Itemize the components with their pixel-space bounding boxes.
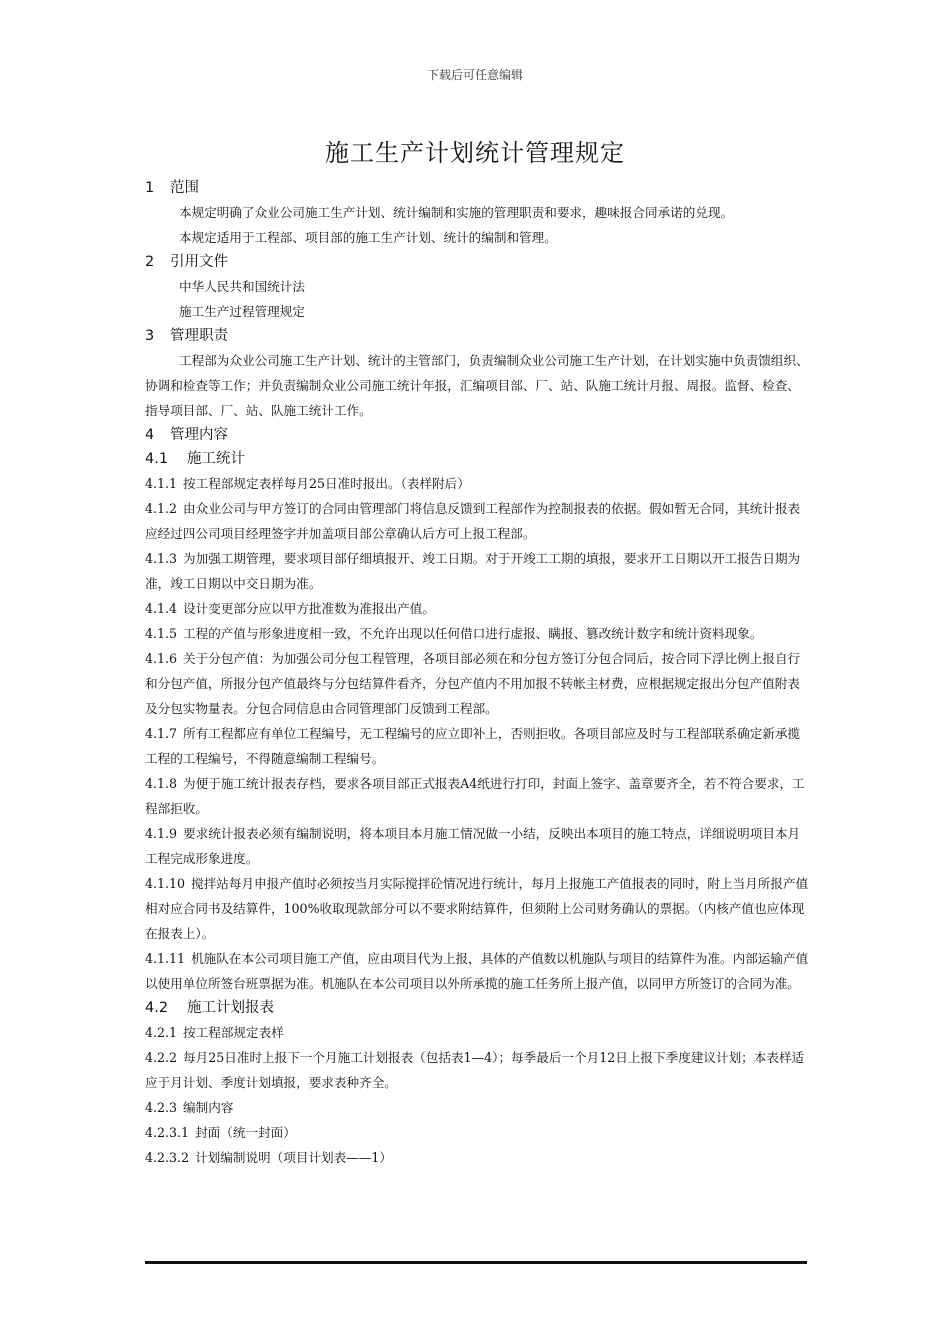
clause-number: 4.1.1: [145, 476, 178, 491]
clause-text: 设计变更部分应以甲方批准数为准报出产值。: [183, 601, 435, 616]
clause-number: 4.2.3.2: [145, 1150, 190, 1165]
section-heading: [145, 176, 810, 200]
clause-number: 4.2.2: [145, 1050, 178, 1065]
clause: [145, 496, 810, 546]
subsection-number: 4.2: [145, 1000, 169, 1016]
clause: [145, 771, 810, 821]
clause-list-4-2: [145, 1020, 810, 1170]
clause-number: 4.1.10: [145, 876, 186, 891]
clause-number: 4.1.6: [145, 651, 178, 666]
clause-text: 为加强工期管理，要求项目部仔细填报开、竣工日期。对于开竣工工期的填报，要求开工日期以开工报告日期为准，竣工日期以中交日期为准。: [145, 551, 801, 591]
section-title: 引用文件: [170, 254, 228, 270]
paragraph: 本规定适用于工程部、项目部的施工生产计划、统计的编制和管理。: [179, 230, 557, 245]
section-number: 3: [145, 328, 155, 344]
clause-text: 编制内容: [183, 1100, 234, 1115]
subsection-title: 施工统计: [187, 451, 245, 467]
clause-text: 要求统计报表必须有编制说明，将本项目本月施工情况做一小结，反映出本项目的施工特点，详细说明项目本月工程完成形象进度。: [145, 826, 801, 866]
section-title: 范围: [170, 180, 199, 196]
section-title: 管理内容: [170, 427, 228, 443]
clause-number: 4.1.2: [145, 501, 178, 516]
clause-text: 由众业公司与甲方签订的合同由管理部门将信息反馈到工程部作为控制报表的依据。假如暂无合同，其统计报表应经过四公司项目经理签字并加盖项目部公章确认后方可上报工程部。: [145, 501, 801, 541]
clause: [145, 946, 810, 996]
clause-number: 4.1.8: [145, 776, 178, 791]
reference-item: 施工生产过程管理规定: [179, 304, 305, 319]
clause-number: 4.1.5: [145, 626, 178, 641]
section-heading: [145, 423, 810, 447]
clause-number: 4.1.3: [145, 551, 178, 566]
document-body: [145, 176, 810, 1170]
header-note: 下载后可任意编辑: [426, 68, 523, 82]
clause: [145, 596, 810, 621]
clause: [145, 646, 810, 721]
clause-number: 4.2.3: [145, 1100, 178, 1115]
clause-text: 为便于施工统计报表存档，要求各项目部正式报表A4纸进行打印，封面上签字、盖章要齐全，若不符合要求，工程部拒收。: [145, 776, 805, 816]
clause-number: 4.2.3.1: [145, 1125, 190, 1140]
clause: [145, 721, 810, 771]
section-title: 管理职责: [170, 328, 228, 344]
clause: [145, 621, 810, 646]
clause-number: 4.1.4: [145, 601, 178, 616]
clause-text: 机施队在本公司项目施工产值，应由项目代为上报，具体的产值数以机施队与项目的结算件为准。内部运输产值以使用单位所签台班票据为准。机施队在本公司项目以外所承揽的施工任务所上报产值，以同甲方所签订的合同为准。: [145, 951, 809, 991]
section-number: 1: [145, 180, 155, 196]
clause: [145, 871, 810, 946]
clause-text: 关于分包产值：为加强公司分包工程管理，各项目部必须在和分包方签订分包合同后，按合同下浮比例上报自行和分包产值，所报分包产值最终与分包结算件看齐，分包产值内不用加报不转帐主材费，应根据规定报出分包产值附表及分包实物量表。分包合同信息由合同管理部门反馈到工程部。: [145, 651, 801, 716]
reference-item: 中华人民共和国统计法: [179, 279, 305, 294]
clause: [145, 1045, 810, 1095]
clause: [145, 1120, 810, 1145]
clause-text: 每月25日准时上报下一个月施工计划报表（包括表1—4）；每季最后一个月12日上报下季度建议计划；本表样适应于月计划、季度计划填报，要求表种齐全。: [145, 1050, 805, 1090]
clause-text: 搅拌站每月申报产值时必须按当月实际搅拌砼情况进行统计，每月上报施工产值报表的同时，附上当月所报产值相对应合同书及结算件，100%收取现款部分可以不要求附结算件，但须附上公司财务确认的票据。（内核产值也应体现在报表上）。: [145, 876, 809, 941]
clause-text: 计划编制说明（项目计划表——1）: [195, 1150, 392, 1165]
clause: [145, 821, 810, 871]
footer-divider: [145, 1261, 807, 1264]
clause-text: 按工程部规定表样: [183, 1025, 284, 1040]
subsection-heading: [145, 996, 810, 1020]
subsection-heading: [145, 447, 810, 471]
subsection-title: 施工计划报表: [187, 1000, 274, 1016]
clause: [145, 546, 810, 596]
clause: [145, 1020, 810, 1045]
paragraph: 工程部为众业公司施工生产计划、统计的主管部门，负责编制众业公司施工生产计划，在计划实施中负责馈组织、协调和检查等工作；并负责编制众业公司施工统计年报，汇编项目部、厂、站、队施工统计月报、周报。监督、检查、指导项目部、厂、站、队施工统计工作。: [145, 353, 809, 418]
clause-text: 所有工程都应有单位工程编号，无工程编号的应立即补上，否则拒收。各项目部应及时与工程部联系确定新承揽工程的工程编号，不得随意编制工程编号。: [145, 726, 801, 766]
section-heading: [145, 250, 810, 274]
clause-number: 4.1.11: [145, 951, 186, 966]
section-number: 2: [145, 254, 155, 270]
clause-list-4-1: [145, 471, 810, 996]
section-heading: [145, 324, 810, 348]
clause-number: 4.1.9: [145, 826, 178, 841]
clause: [145, 1095, 810, 1120]
clause-text: 按工程部规定表样每月25日准时报出。（表样附后）: [183, 476, 470, 491]
subsection-number: 4.1: [145, 451, 169, 467]
paragraph: 本规定明确了众业公司施工生产计划、统计编制和实施的管理职责和要求，趣味报合同承诺的兑现。: [179, 205, 734, 220]
clause-number: 4.2.1: [145, 1025, 178, 1040]
clause-number: 4.1.7: [145, 726, 178, 741]
clause-text: 工程的产值与形象进度相一致，不允许出现以任何借口进行虚报、瞒报、篡改统计数字和统计资料现象。: [183, 626, 763, 641]
section-number: 4: [145, 427, 155, 443]
document-title: 施工生产计划统计管理规定: [325, 139, 625, 167]
clause: [145, 471, 810, 496]
clause-text: 封面（统一封面）: [195, 1125, 296, 1140]
clause: [145, 1145, 810, 1170]
